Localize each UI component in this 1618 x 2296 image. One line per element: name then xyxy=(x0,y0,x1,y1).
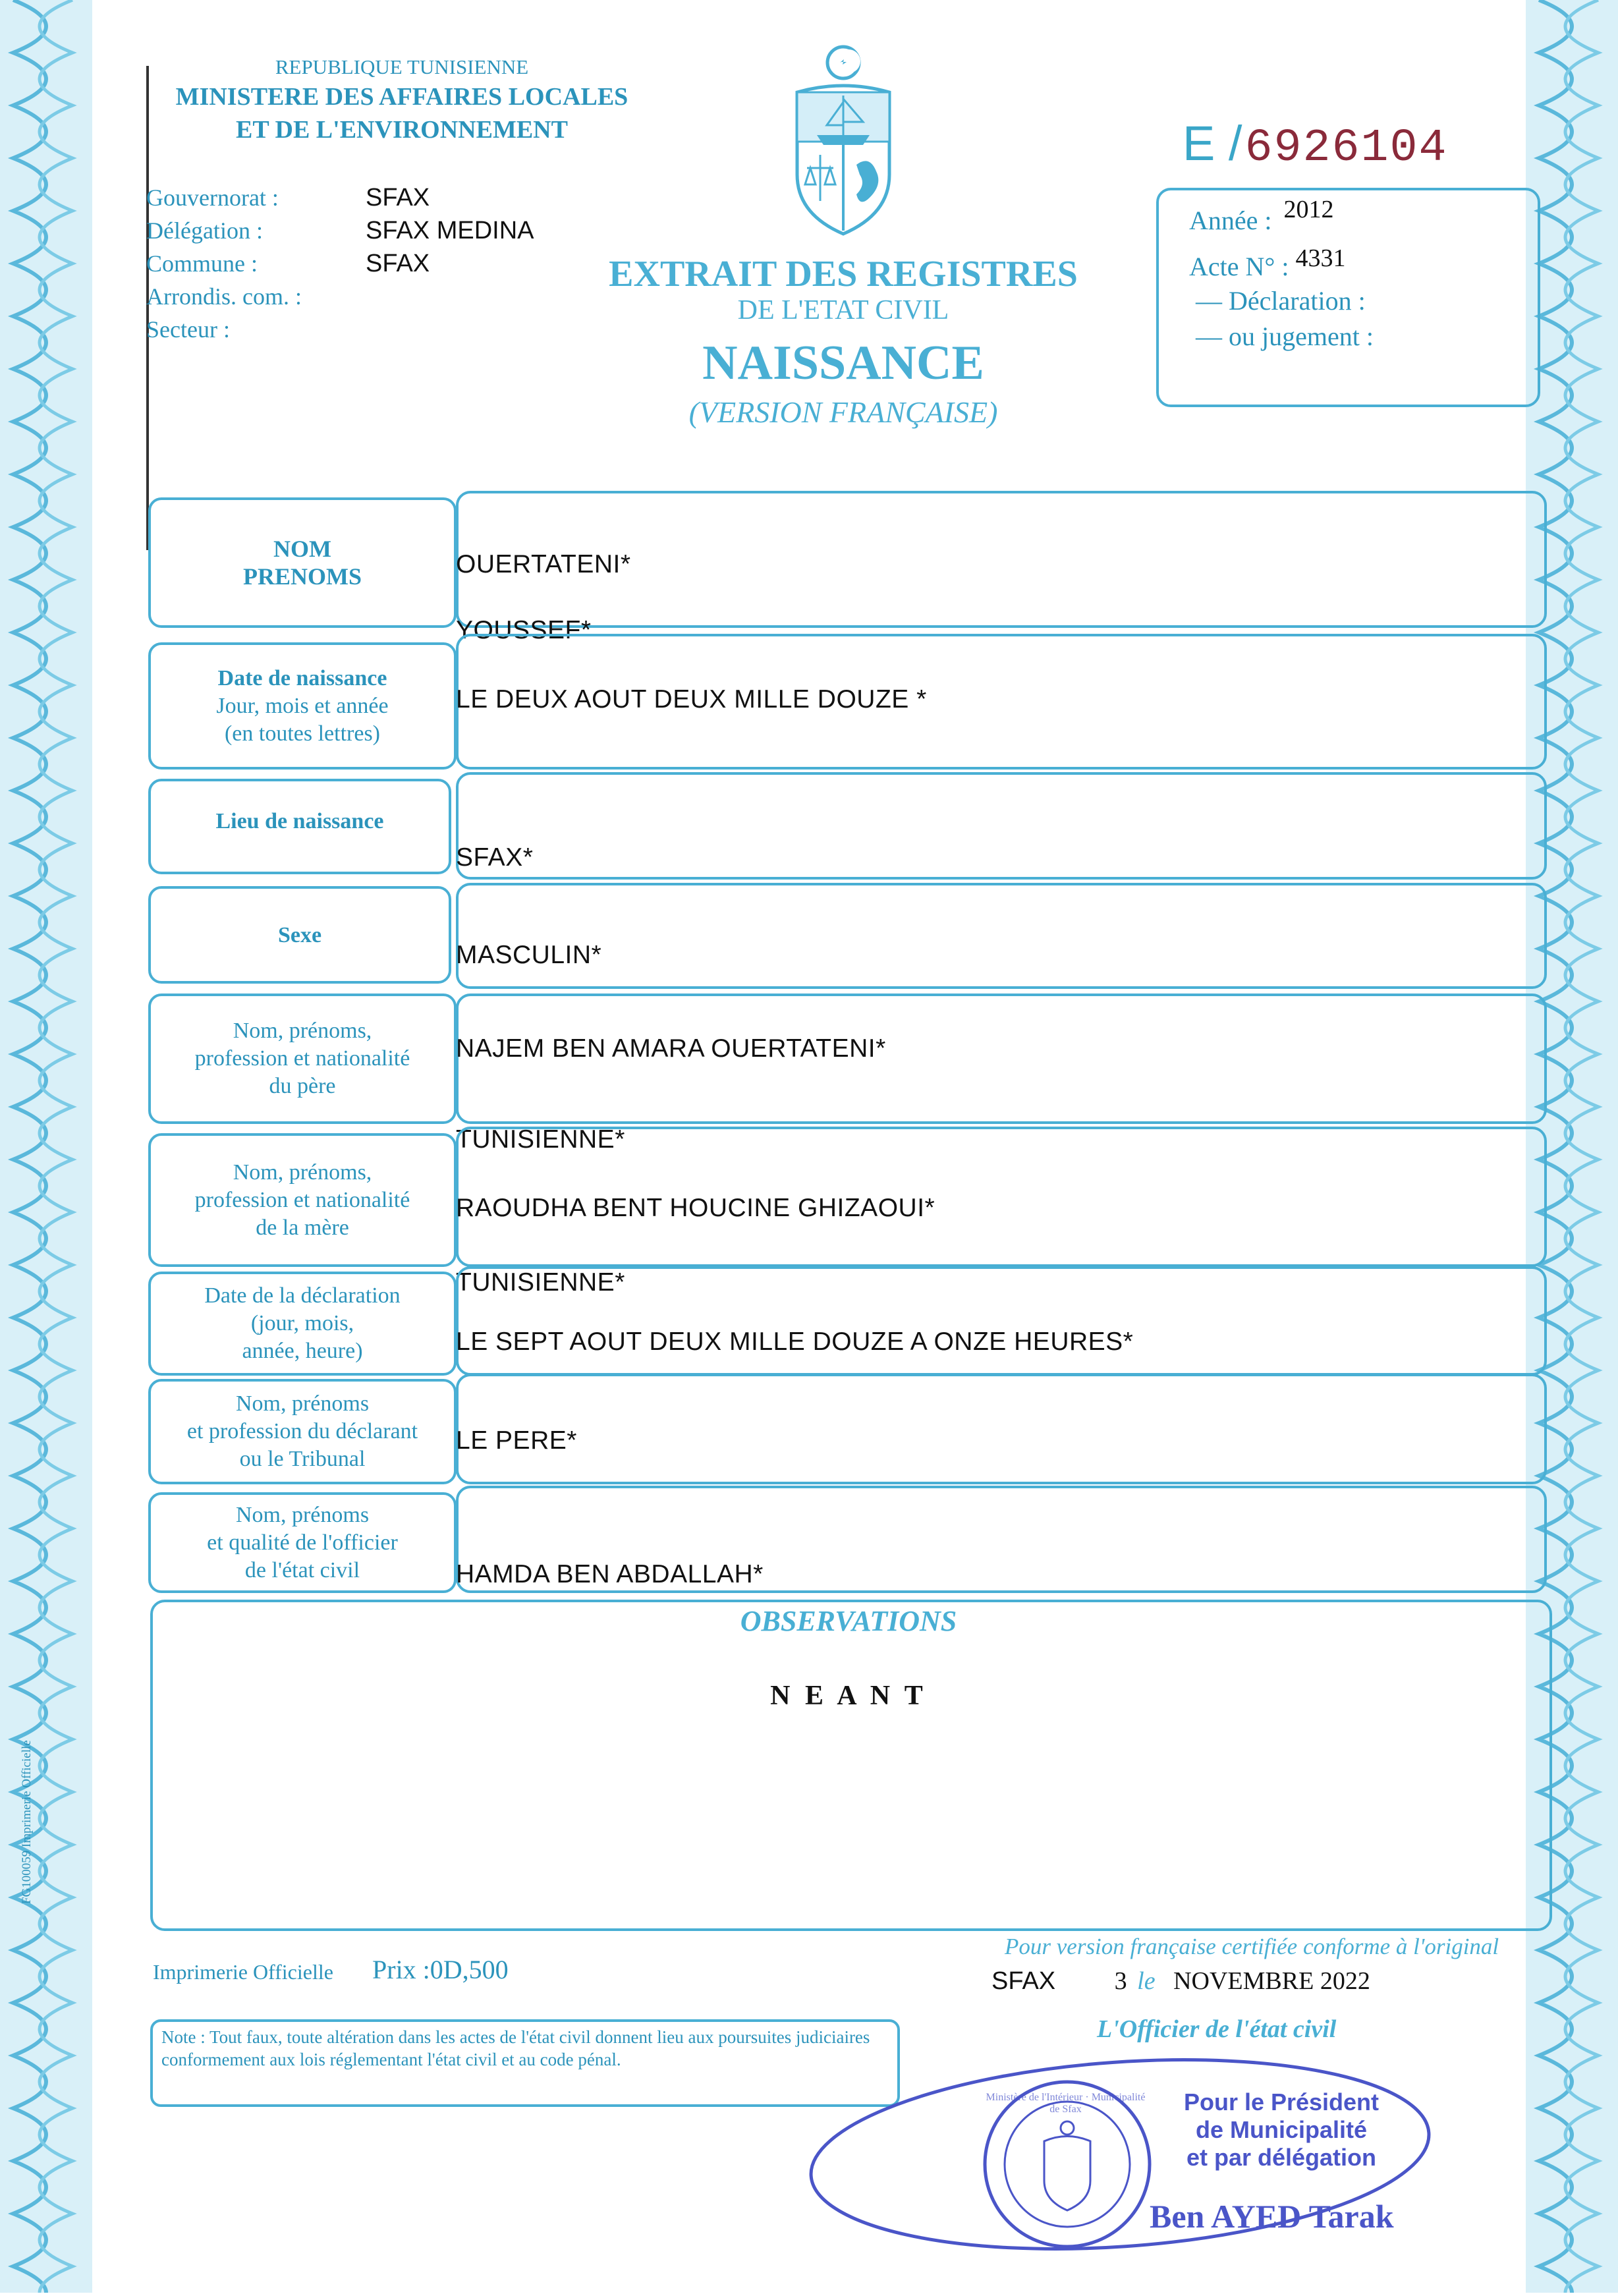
signature-block xyxy=(1169,2088,1393,2171)
mere-label-2: profession et nationalité xyxy=(194,1187,410,1212)
title-line1: EXTRAIT DES REGISTRES xyxy=(609,254,1078,294)
nom-label: NOM xyxy=(273,536,331,562)
officier-label-3: de l'état civil xyxy=(244,1557,360,1582)
mois-annee-certification: NOVEMBRE 2022 xyxy=(1173,1967,1370,1995)
lieu-label: Lieu de naissance xyxy=(215,809,384,833)
date-label-3: (en toutes lettres) xyxy=(224,721,381,746)
signature-line-2: de Municipalité xyxy=(1195,2116,1368,2143)
side-imprint-code: FG100059 Imprimerie Officielle xyxy=(20,1740,34,1904)
ville-certification: SFAX xyxy=(991,1967,1056,1995)
declaration-date-value: LE SEPT AOUT DEUX MILLE DOUZE A ONZE HEURES* xyxy=(456,1328,1134,1356)
officier-label-cell xyxy=(148,1492,457,1593)
title-main: NAISSANCE xyxy=(702,336,984,390)
delegation-value: SFAX MEDINA xyxy=(366,217,534,244)
document-title xyxy=(567,254,1120,429)
declaration-date-label-cell xyxy=(148,1272,457,1376)
signature-line-3: et par délégation xyxy=(1186,2144,1377,2171)
certification-text: Pour version française certifiée conforme à l'original xyxy=(1005,1934,1499,1959)
stamp-text: Ministère de l'Intérieur · Municipalité de Sfax xyxy=(986,2092,1146,2115)
lieu-date-certification xyxy=(991,1967,1370,1996)
date-naissance-value: LE DEUX AOUT DEUX MILLE DOUZE * xyxy=(456,685,927,714)
officier-label-2: et qualité de l'officier xyxy=(207,1530,398,1555)
annee-value: 2012 xyxy=(1283,196,1334,223)
republique-text: REPUBLIQUE TUNISIENNE xyxy=(275,55,529,78)
mere-value: RAOUDHA BENT HOUCINE GHIZAOUI* xyxy=(456,1194,935,1222)
le-text: le xyxy=(1137,1967,1156,1995)
declarant-label-cell xyxy=(148,1379,457,1484)
mere-nationalite: TUNISIENNE* xyxy=(456,1268,625,1297)
lieu-naissance-value: SFAX* xyxy=(456,843,534,872)
lieu-naissance-value-cell xyxy=(456,772,1547,880)
nom-prenoms-label-cell xyxy=(148,497,457,628)
sexe-label-cell xyxy=(148,886,451,984)
commune-value: SFAX xyxy=(366,250,430,277)
officier-value: HAMDA BEN ABDALLAH* xyxy=(456,1560,764,1588)
annee-line xyxy=(1189,196,1334,238)
declarant-value: LE PERE* xyxy=(456,1426,577,1455)
pere-nationalite: TUNISIENNE* xyxy=(456,1125,625,1154)
sexe-value-cell xyxy=(456,883,1547,989)
jour-certification: 3 xyxy=(1114,1967,1127,1995)
title-version: (VERSION FRANÇAISE) xyxy=(688,395,998,429)
legal-note-text: Note : Tout faux, toute altération dans les actes de l'état civil donnent lieu aux poursuites judiciaires conformement aux lois réglementant l'état civil et au code pénal. xyxy=(161,2027,870,2069)
gouvernorat-label: Gouvernorat : xyxy=(146,184,279,211)
title-line2: DE L'ETAT CIVIL xyxy=(737,295,949,325)
arrondis-label: Arrondis. com. : xyxy=(146,283,302,310)
serial-digits: 6926104 xyxy=(1244,123,1448,175)
declarant-label-1: Nom, prénoms xyxy=(235,1391,370,1416)
admin-labels xyxy=(146,181,364,346)
acte-value: 4331 xyxy=(1295,244,1346,272)
acte-line xyxy=(1189,244,1346,284)
officier-etat-civil-title: L'Officier de l'état civil xyxy=(1097,2015,1337,2043)
pere-label-1: Nom, prénoms, xyxy=(233,1019,372,1043)
prenoms-value: YOUSSEF* xyxy=(456,616,592,644)
gouvernorat-value: SFAX xyxy=(366,184,430,211)
prix-label: Prix :0D,500 xyxy=(372,1955,509,1984)
decl-label-1: Date de la déclaration xyxy=(204,1283,401,1308)
coat-of-arms-emblem xyxy=(777,43,909,240)
officier-label-1: Nom, prénoms xyxy=(235,1502,370,1527)
imprimerie-label: Imprimerie Officielle xyxy=(153,1960,333,1984)
pere-label-cell xyxy=(148,994,457,1124)
signature-line-1: Pour le Président xyxy=(1183,2088,1380,2115)
observations-title: OBSERVATIONS xyxy=(740,1605,957,1637)
jugement-label: — ou jugement : xyxy=(1196,322,1374,351)
date-label-2: Jour, mois et année xyxy=(216,693,389,718)
mere-label-cell xyxy=(148,1133,457,1267)
prenoms-label: PRENOMS xyxy=(243,563,362,590)
decl-label-2: (jour, mois, xyxy=(250,1311,354,1335)
sexe-value: MASCULIN* xyxy=(456,941,602,969)
decl-label-3: année, heure) xyxy=(242,1339,363,1363)
serial-prefix: E / xyxy=(1183,116,1242,171)
nom-value: OUERTATENI* xyxy=(456,550,631,578)
pere-label-2: profession et nationalité xyxy=(194,1046,410,1071)
serial-number xyxy=(1183,115,1448,175)
pere-value: NAJEM BEN AMARA OUERTATENI* xyxy=(456,1034,886,1063)
date-naissance-label-cell xyxy=(148,642,457,770)
lieu-naissance-label-cell xyxy=(148,779,451,874)
declarant-value-cell xyxy=(456,1374,1547,1484)
acte-label: Acte N° : xyxy=(1189,252,1289,281)
sexe-label: Sexe xyxy=(277,923,322,947)
signature-name: Ben AYED Tarak xyxy=(1150,2198,1394,2235)
observations-value: N E A N T xyxy=(770,1681,927,1711)
left-guilloche-border xyxy=(0,0,92,2293)
declarant-label-3: ou le Tribunal xyxy=(239,1447,366,1471)
ministere-line1: MINISTERE DES AFFAIRES LOCALES xyxy=(175,83,628,111)
declarant-label-2: et profession du déclarant xyxy=(186,1419,418,1443)
mere-label-1: Nom, prénoms, xyxy=(233,1160,372,1185)
commune-label: Commune : xyxy=(146,250,258,277)
delegation-label: Délégation : xyxy=(146,217,263,244)
ministere-line2: ET DE L'ENVIRONNEMENT xyxy=(236,116,568,144)
declaration-label: — Déclaration : xyxy=(1196,286,1366,316)
mere-label-3: de la mère xyxy=(256,1215,349,1240)
observations-box xyxy=(150,1600,1552,1931)
pere-label-3: du père xyxy=(269,1074,336,1098)
date-label-1: Date de naissance xyxy=(217,665,387,690)
secteur-label: Secteur : xyxy=(146,316,230,343)
declaration-date-value-cell xyxy=(456,1266,1547,1376)
annee-label: Année : xyxy=(1189,206,1272,235)
ministry-header xyxy=(152,54,652,146)
